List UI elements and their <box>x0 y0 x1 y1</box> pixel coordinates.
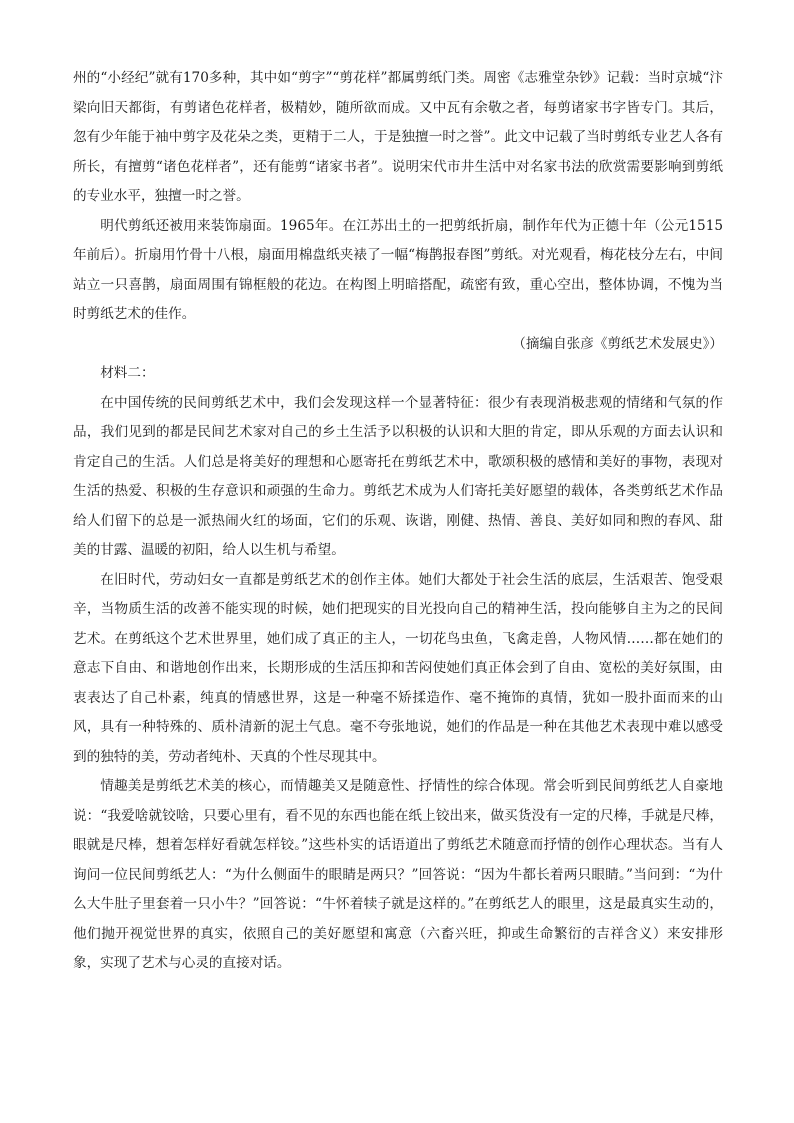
document-body <box>73 64 723 979</box>
paragraph-working-women: 在旧时代，劳动妇女一直都是剪纸艺术的创作主体。她们大都处于社会生活的底层，生活艰苦、饱受艰辛，当物质生活的改善不能实现的时候，她们把现实的目光投向自己的精神生活，投向能够自主为之的民间艺术。在剪纸这个艺术世界里，她们成了真正的主人，一切花鸟虫鱼，飞禽走兽，人物风情……都在她们的意志下自由、和谐地创作出来，长期形成的生活压抑和苦闷使她们真正体会到了自由、宽松的美好氛围，由衷表达了自己朴素，纯真的情感世界，这是一种毫不矫揉造作、毫不掩饰的真情，犹如一股扑面而来的山风，具有一种特殊的、质朴清新的泥土气息。毫不夸张地说，她们的作品是一种在其他艺术表现中难以感受到的独特的美，劳动者纯朴、天真的个性尽现其中。 <box>73 571 723 765</box>
paragraph-aesthetic-interest: 情趣美是剪纸艺术美的核心，而情趣美又是随意性、抒情性的综合体现。常会听到民间剪纸艺人自豪地说：“我爱啥就铰啥，只要心里有，看不见的东西也能在纸上铰出来，做买货没有一定的尺棒，手就是尺棒，眼就是尺棒，想着怎样好看就怎样铰。”这些朴实的话语道出了剪纸艺术随意而抒情的创作心理状态。当有人询问一位民间剪纸艺人：“为什么侧面牛的眼睛是两只？”回答说：“因为牛都长着两只眼睛。”当问到：“为什么大牛肚子里套着一只小牛？”回答说：“牛怀着犊子就是这样的。”在剪纸艺人的眼里，这是最真实生动的，他们抛开视觉世界的真实，依照自己的美好愿望和寓意（六畜兴旺，抑或生命繁衍的吉祥含义）来安排形象，实现了艺术与心灵的直接对话。 <box>73 778 723 971</box>
material-two-heading: 材料二： <box>100 365 155 381</box>
paragraph-ming-dynasty-fan: 明代剪纸还被用来装饰扇面。1965年。在江苏出土的一把剪纸折扇，制作年代为正德十年（公元1515年前后）。折扇用竹骨十八根，扇面用棉盘纸夹裱了一幅“梅鹊报春图”剪纸。对光观看，梅花枝分左右，中间站立一只喜鹊，扇面周围有锦框般的花边。在构图上明暗搭配，疏密有致，重心空出，整体协调，不愧为当时剪纸艺术的佳作。 <box>73 217 723 322</box>
paragraph-song-dynasty: 州的“小经纪”就有170多种，其中如“剪字”“剪花样”都属剪纸门类。周密《志雅堂杂钞》记载：当时京城“汴梁向旧天都街，有剪诸色花样者，极精妙，随所欲而成。又中瓦有余敬之者，每剪诸家书字皆专门。其后，忽有少年能于袖中剪字及花朵之类，更精于二人，于是独擅一时之誉”。此文中记载了当时剪纸专业艺人各有所长，有擅剪“诸色花样者”，还有能剪“诸家书者”。说明宋代市井生活中对名家书法的欣赏需要影响到剪纸的专业水平，独擅一时之誉。 <box>73 70 723 204</box>
paragraph-optimism: 在中国传统的民间剪纸艺术中，我们会发现这样一个显著特征：很少有表现消极悲观的情绪和气氛的作品，我们见到的都是民间艺术家对自己的乡土生活予以积极的认识和大胆的肯定，即从乐观的方面去认识和肯定自己的生活。人们总是将美好的理想和心愿寄托在剪纸艺术中，歌颂积极的感情和美好的事物，表现对生活的热爱、积极的生存意识和顽强的生命力。剪纸艺术成为人们寄托美好愿望的载体，各类剪纸艺术作品给人们留下的总是一派热闹火红的场面，它们的乐观、诙谐，刚健、热情、善良、美好如同和煦的春风、甜美的甘露、温暖的初阳，给人以生机与希望。 <box>73 394 723 558</box>
source-citation: （摘编自张彦《剪纸艺术发展史》） <box>512 335 723 352</box>
